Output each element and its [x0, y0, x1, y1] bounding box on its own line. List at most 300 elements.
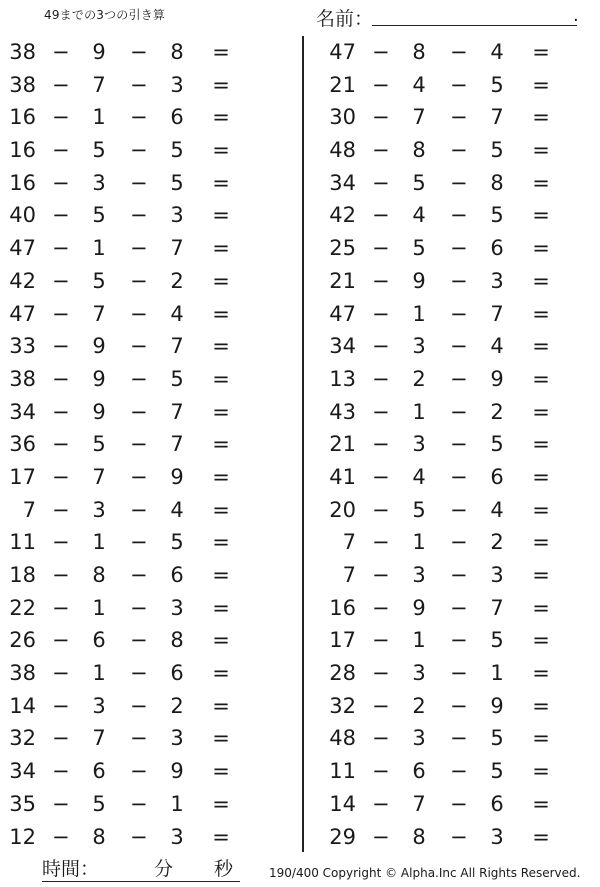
- problem-row: [320, 298, 600, 331]
- minus-sign: −: [450, 334, 468, 359]
- problem-row: [320, 363, 600, 396]
- subtrahend-1: 5: [92, 432, 106, 457]
- equals-sign: =: [212, 563, 230, 587]
- minus-sign: −: [130, 72, 148, 97]
- worksheet-title: 49までの3つの引き算: [44, 8, 166, 22]
- minus-sign: −: [372, 366, 390, 391]
- minus-sign: −: [130, 497, 148, 522]
- equals-sign: =: [532, 40, 550, 64]
- minuend: 13: [329, 366, 356, 391]
- minus-sign: −: [372, 628, 390, 653]
- subtrahend-1: 9: [412, 268, 426, 293]
- minuend: 34: [9, 759, 36, 784]
- minuend: 38: [9, 661, 36, 686]
- minus-sign: −: [372, 170, 390, 195]
- minuend: 20: [329, 497, 356, 522]
- minus-sign: −: [52, 399, 70, 424]
- subtrahend-2: 1: [490, 661, 504, 686]
- minuend: 21: [329, 432, 356, 457]
- minus-sign: −: [130, 105, 148, 130]
- subtrahend-2: 2: [170, 693, 184, 718]
- minus-sign: −: [52, 105, 70, 130]
- equals-sign: =: [532, 138, 550, 163]
- problem-row: [0, 624, 300, 657]
- problem-row: [320, 69, 600, 102]
- equals-sign: =: [532, 170, 550, 195]
- subtrahend-2: 5: [490, 628, 504, 653]
- equals-sign: =: [212, 334, 230, 359]
- subtrahend-2: 4: [170, 497, 184, 522]
- equals-sign: =: [212, 268, 230, 293]
- minus-sign: −: [52, 759, 70, 784]
- minus-sign: −: [372, 661, 390, 686]
- subtrahend-2: 5: [490, 726, 504, 751]
- subtrahend-2: 5: [490, 203, 504, 228]
- minus-sign: −: [372, 563, 390, 587]
- right-problem-column: [320, 36, 600, 853]
- minus-sign: −: [372, 334, 390, 359]
- minus-sign: −: [450, 301, 468, 326]
- subtrahend-1: 1: [92, 530, 106, 555]
- subtrahend-1: 9: [92, 40, 106, 64]
- equals-sign: =: [212, 366, 230, 391]
- minuend: 32: [329, 693, 356, 718]
- subtrahend-2: 6: [170, 105, 184, 130]
- subtrahend-2: 7: [490, 595, 504, 620]
- minus-sign: −: [372, 268, 390, 293]
- problem-row: [320, 690, 600, 723]
- problem-row: [0, 559, 300, 592]
- problem-row: [320, 559, 600, 592]
- minuend: 34: [329, 334, 356, 359]
- minuend: 16: [9, 105, 36, 130]
- problem-row: [320, 101, 600, 134]
- minus-sign: −: [130, 170, 148, 195]
- minuend: 33: [9, 334, 36, 359]
- subtrahend-2: 3: [490, 563, 504, 587]
- minuend: 14: [329, 791, 356, 816]
- equals-sign: =: [212, 628, 230, 653]
- problem-row: [320, 821, 600, 854]
- minuend: 11: [9, 530, 36, 555]
- subtrahend-1: 8: [92, 563, 106, 587]
- subtrahend-1: 6: [412, 759, 426, 784]
- minus-sign: −: [372, 105, 390, 130]
- equals-sign: =: [212, 72, 230, 97]
- equals-sign: =: [532, 628, 550, 653]
- minus-sign: −: [52, 334, 70, 359]
- minus-sign: −: [450, 399, 468, 424]
- equals-sign: =: [532, 268, 550, 293]
- subtrahend-1: 1: [412, 399, 426, 424]
- problem-row: [320, 722, 600, 755]
- minuend: 17: [9, 464, 36, 489]
- equals-sign: =: [532, 432, 550, 457]
- equals-sign: =: [212, 595, 230, 620]
- minuend: 34: [9, 399, 36, 424]
- minus-sign: −: [450, 595, 468, 620]
- minuend: 42: [9, 268, 36, 293]
- minus-sign: −: [450, 432, 468, 457]
- subtrahend-2: 5: [170, 138, 184, 163]
- subtrahend-1: 5: [412, 497, 426, 522]
- subtrahend-1: 2: [412, 693, 426, 718]
- equals-sign: =: [532, 824, 550, 849]
- equals-sign: =: [532, 464, 550, 489]
- subtrahend-2: 4: [490, 334, 504, 359]
- subtrahend-1: 4: [412, 203, 426, 228]
- problem-row: [0, 526, 300, 559]
- minus-sign: −: [372, 432, 390, 457]
- minus-sign: −: [372, 72, 390, 97]
- minus-sign: −: [52, 628, 70, 653]
- problem-row: [320, 232, 600, 265]
- subtrahend-1: 1: [92, 595, 106, 620]
- minuend: 48: [329, 726, 356, 751]
- subtrahend-2: 6: [490, 236, 504, 261]
- equals-sign: =: [212, 399, 230, 424]
- copyright-text: 190/400 Copyright © Alpha.Inc All Rights Reserved.: [269, 866, 581, 880]
- subtrahend-1: 9: [412, 595, 426, 620]
- subtrahend-1: 5: [92, 791, 106, 816]
- subtrahend-2: 1: [170, 791, 184, 816]
- subtrahend-1: 1: [92, 236, 106, 261]
- minus-sign: −: [52, 301, 70, 326]
- minus-sign: −: [52, 530, 70, 555]
- subtrahend-2: 3: [490, 268, 504, 293]
- subtrahend-1: 3: [412, 563, 426, 587]
- minus-sign: −: [52, 268, 70, 293]
- equals-sign: =: [212, 497, 230, 522]
- left-problem-column: [0, 36, 300, 853]
- minus-sign: −: [450, 563, 468, 587]
- minus-sign: −: [372, 595, 390, 620]
- minus-sign: −: [450, 236, 468, 261]
- minuend: 16: [9, 138, 36, 163]
- problem-row: [320, 428, 600, 461]
- problem-row: [0, 494, 300, 527]
- minus-sign: −: [450, 464, 468, 489]
- minus-sign: −: [130, 464, 148, 489]
- subtrahend-2: 2: [490, 399, 504, 424]
- subtrahend-2: 4: [170, 301, 184, 326]
- subtrahend-2: 9: [170, 759, 184, 784]
- minuend: 47: [9, 236, 36, 261]
- minus-sign: −: [52, 595, 70, 620]
- problem-row: [320, 330, 600, 363]
- equals-sign: =: [532, 236, 550, 261]
- subtrahend-2: 5: [490, 72, 504, 97]
- seconds-label: 秒: [214, 858, 234, 880]
- subtrahend-1: 5: [412, 236, 426, 261]
- minus-sign: −: [450, 759, 468, 784]
- problem-row: [320, 265, 600, 298]
- minus-sign: −: [450, 661, 468, 686]
- minus-sign: −: [52, 170, 70, 195]
- problem-row: [0, 167, 300, 200]
- minus-sign: −: [130, 334, 148, 359]
- minuend: 16: [9, 170, 36, 195]
- minus-sign: −: [130, 203, 148, 228]
- equals-sign: =: [532, 791, 550, 816]
- subtrahend-1: 5: [412, 170, 426, 195]
- minus-sign: −: [372, 791, 390, 816]
- minus-sign: −: [130, 366, 148, 391]
- minus-sign: −: [372, 40, 390, 64]
- equals-sign: =: [532, 301, 550, 326]
- subtrahend-1: 3: [412, 334, 426, 359]
- equals-sign: =: [532, 661, 550, 686]
- time-record: [42, 857, 240, 882]
- minus-sign: −: [130, 824, 148, 849]
- minus-sign: −: [450, 693, 468, 718]
- minus-sign: −: [130, 726, 148, 751]
- minuend: 47: [329, 301, 356, 326]
- problem-row: [320, 755, 600, 788]
- minuend: 7: [22, 497, 36, 522]
- minus-sign: −: [450, 628, 468, 653]
- problem-row: [0, 330, 300, 363]
- minuend: 47: [329, 40, 356, 64]
- minus-sign: −: [130, 628, 148, 653]
- subtrahend-1: 8: [412, 138, 426, 163]
- minus-sign: −: [52, 236, 70, 261]
- subtrahend-1: 8: [412, 824, 426, 849]
- subtrahend-2: 5: [170, 170, 184, 195]
- minuend: 38: [9, 72, 36, 97]
- problem-row: [0, 788, 300, 821]
- minus-sign: −: [372, 399, 390, 424]
- subtrahend-1: 7: [412, 791, 426, 816]
- minuend: 36: [9, 432, 36, 457]
- problem-row: [320, 526, 600, 559]
- minus-sign: −: [372, 497, 390, 522]
- minus-sign: −: [450, 72, 468, 97]
- equals-sign: =: [212, 530, 230, 555]
- equals-sign: =: [532, 759, 550, 784]
- minus-sign: −: [450, 105, 468, 130]
- problem-row: [0, 461, 300, 494]
- equals-sign: =: [532, 693, 550, 718]
- subtrahend-2: 4: [490, 497, 504, 522]
- minus-sign: −: [450, 726, 468, 751]
- minus-sign: −: [130, 236, 148, 261]
- problem-row: [320, 36, 600, 69]
- minus-sign: −: [130, 595, 148, 620]
- subtrahend-2: 6: [490, 791, 504, 816]
- minuend: 26: [9, 628, 36, 653]
- minus-sign: −: [52, 791, 70, 816]
- minus-sign: −: [52, 726, 70, 751]
- minuend: 16: [329, 595, 356, 620]
- minus-sign: −: [130, 301, 148, 326]
- subtrahend-2: 4: [490, 40, 504, 64]
- time-label: 時間：: [42, 858, 100, 880]
- minus-sign: −: [130, 399, 148, 424]
- minuend: 14: [9, 693, 36, 718]
- minus-sign: −: [450, 824, 468, 849]
- minus-sign: −: [372, 138, 390, 163]
- minus-sign: −: [130, 138, 148, 163]
- minuend: 7: [342, 563, 356, 587]
- problem-row: [0, 821, 300, 854]
- equals-sign: =: [532, 563, 550, 587]
- minutes-label: 分: [154, 858, 174, 880]
- equals-sign: =: [532, 497, 550, 522]
- minuend: 7: [342, 530, 356, 555]
- problem-row: [0, 363, 300, 396]
- subtrahend-2: 2: [490, 530, 504, 555]
- subtrahend-1: 3: [92, 497, 106, 522]
- subtrahend-1: 7: [92, 301, 106, 326]
- subtrahend-1: 3: [92, 170, 106, 195]
- problem-row: [320, 134, 600, 167]
- minuend: 22: [9, 595, 36, 620]
- equals-sign: =: [212, 661, 230, 686]
- minuend: 42: [329, 203, 356, 228]
- subtrahend-1: 7: [92, 726, 106, 751]
- minus-sign: −: [52, 366, 70, 391]
- minuend: 21: [329, 268, 356, 293]
- equals-sign: =: [532, 530, 550, 555]
- subtrahend-2: 6: [170, 563, 184, 587]
- minus-sign: −: [450, 530, 468, 555]
- subtrahend-1: 5: [92, 203, 106, 228]
- equals-sign: =: [212, 40, 230, 64]
- equals-sign: =: [532, 595, 550, 620]
- subtrahend-1: 1: [412, 628, 426, 653]
- equals-sign: =: [532, 105, 550, 130]
- equals-sign: =: [212, 236, 230, 261]
- equals-sign: =: [212, 464, 230, 489]
- equals-sign: =: [532, 366, 550, 391]
- subtrahend-1: 5: [92, 268, 106, 293]
- subtrahend-1: 4: [412, 72, 426, 97]
- minus-sign: −: [450, 138, 468, 163]
- subtrahend-2: 5: [490, 138, 504, 163]
- subtrahend-1: 3: [412, 432, 426, 457]
- minus-sign: −: [130, 563, 148, 587]
- minuend: 30: [329, 105, 356, 130]
- problem-row: [0, 199, 300, 232]
- problem-row: [0, 428, 300, 461]
- minuend: 21: [329, 72, 356, 97]
- minus-sign: −: [130, 791, 148, 816]
- equals-sign: =: [212, 203, 230, 228]
- minuend: 38: [9, 40, 36, 64]
- minus-sign: −: [130, 268, 148, 293]
- subtrahend-2: 3: [490, 824, 504, 849]
- subtrahend-1: 6: [92, 628, 106, 653]
- name-field-dot: .: [573, 5, 579, 26]
- subtrahend-2: 7: [170, 399, 184, 424]
- subtrahend-1: 7: [92, 464, 106, 489]
- problem-row: [0, 722, 300, 755]
- equals-sign: =: [212, 105, 230, 130]
- minuend: 48: [329, 138, 356, 163]
- equals-sign: =: [212, 301, 230, 326]
- minus-sign: −: [372, 726, 390, 751]
- subtrahend-1: 9: [92, 366, 106, 391]
- subtrahend-2: 7: [490, 301, 504, 326]
- minus-sign: −: [130, 759, 148, 784]
- minus-sign: −: [52, 138, 70, 163]
- minus-sign: −: [52, 661, 70, 686]
- subtrahend-1: 7: [412, 105, 426, 130]
- problem-row: [0, 755, 300, 788]
- subtrahend-2: 7: [490, 105, 504, 130]
- minus-sign: −: [130, 432, 148, 457]
- subtrahend-2: 8: [170, 40, 184, 64]
- subtrahend-2: 9: [170, 464, 184, 489]
- minuend: 12: [9, 824, 36, 849]
- subtrahend-2: 2: [170, 268, 184, 293]
- problem-row: [0, 36, 300, 69]
- minus-sign: −: [372, 301, 390, 326]
- problem-row: [0, 69, 300, 102]
- equals-sign: =: [212, 138, 230, 163]
- subtrahend-2: 7: [170, 432, 184, 457]
- equals-sign: =: [212, 759, 230, 784]
- problem-row: [0, 232, 300, 265]
- subtrahend-2: 8: [490, 170, 504, 195]
- subtrahend-2: 5: [490, 432, 504, 457]
- minuend: 41: [329, 464, 356, 489]
- equals-sign: =: [532, 726, 550, 751]
- minus-sign: −: [52, 824, 70, 849]
- subtrahend-1: 8: [412, 40, 426, 64]
- minus-sign: −: [52, 203, 70, 228]
- subtrahend-1: 1: [92, 661, 106, 686]
- problem-row: [0, 396, 300, 429]
- problem-row: [320, 624, 600, 657]
- subtrahend-1: 1: [412, 301, 426, 326]
- subtrahend-2: 3: [170, 726, 184, 751]
- minuend: 40: [9, 203, 36, 228]
- subtrahend-2: 9: [490, 693, 504, 718]
- subtrahend-2: 5: [490, 759, 504, 784]
- minus-sign: −: [52, 563, 70, 587]
- minus-sign: −: [52, 40, 70, 64]
- minuend: 28: [329, 661, 356, 686]
- minus-sign: −: [52, 432, 70, 457]
- problem-row: [320, 657, 600, 690]
- minus-sign: −: [372, 530, 390, 555]
- problem-row: [320, 592, 600, 625]
- subtrahend-2: 7: [170, 334, 184, 359]
- subtrahend-1: 3: [412, 726, 426, 751]
- minus-sign: −: [372, 203, 390, 228]
- problem-row: [320, 788, 600, 821]
- minus-sign: −: [372, 693, 390, 718]
- minus-sign: −: [450, 268, 468, 293]
- subtrahend-2: 9: [490, 366, 504, 391]
- equals-sign: =: [212, 726, 230, 751]
- minuend: 34: [329, 170, 356, 195]
- subtrahend-2: 3: [170, 203, 184, 228]
- minus-sign: −: [372, 236, 390, 261]
- subtrahend-1: 8: [92, 824, 106, 849]
- column-divider: [302, 36, 304, 852]
- problem-row: [0, 134, 300, 167]
- minus-sign: −: [450, 203, 468, 228]
- minuend: 29: [329, 824, 356, 849]
- minus-sign: −: [450, 497, 468, 522]
- name-field-line[interactable]: [372, 25, 577, 26]
- subtrahend-1: 2: [412, 366, 426, 391]
- minus-sign: −: [450, 40, 468, 64]
- subtrahend-1: 1: [412, 530, 426, 555]
